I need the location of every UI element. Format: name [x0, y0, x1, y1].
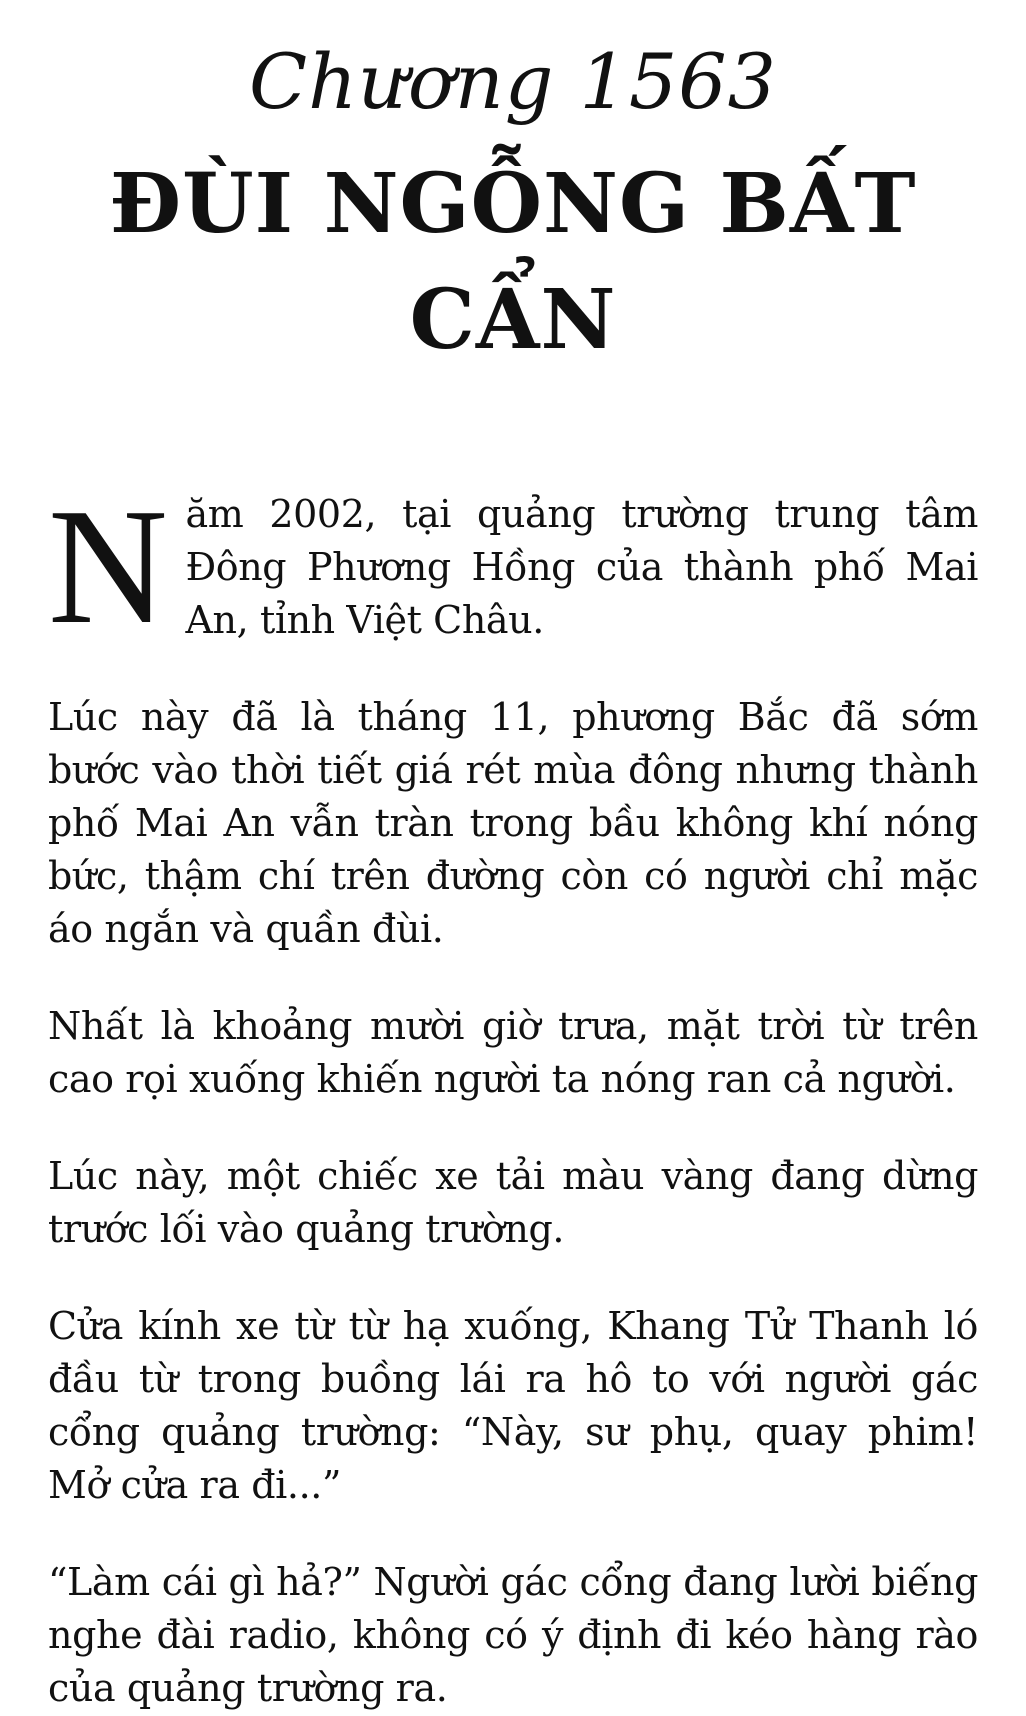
paragraph-4: Lúc này, một chiếc xe tải màu vàng đang dừng trước lối vào quảng trường. — [48, 1154, 978, 1251]
paragraph-2: Lúc này đã là tháng 11, phương Bắc đã sớm bước vào thời tiết giá rét mùa đông nhưng thành phố Mai An vẫn tràn trong bầu không khí nóng bức, thậm chí trên đường còn có người chỉ mặc áo ngắn và quần đùi. — [48, 695, 978, 951]
paragraph-1-text: ăm 2002, tại quảng trường trung tâm Đông Phương Hồng của thành phố Mai An, tỉnh Việt Châu. — [185, 492, 978, 642]
paragraph-3: Nhất là khoảng mười giờ trưa, mặt trời từ trên cao rọi xuống khiến người ta nóng ran cả người. — [48, 1004, 978, 1101]
paragraph-5: Cửa kính xe từ từ hạ xuống, Khang Tử Thanh ló đầu từ trong buồng lái ra hô to với người gác cổng quảng trường: “Này, sư phụ, quay phim! Mở cửa ra đi...” — [48, 1304, 978, 1507]
drop-cap: N — [48, 488, 168, 647]
chapter-number: Chương 1563 — [249, 37, 777, 126]
paragraph-1 — [48, 488, 978, 647]
paragraph-6: “Làm cái gì hả?” Người gác cổng đang lười biếng nghe đài radio, không có ý định đi kéo hàng rào của quảng trường ra. — [48, 1560, 978, 1710]
chapter-title: ĐÙI NGỖNG BẤT CẨN — [109, 156, 917, 368]
chapter-body — [48, 488, 978, 1715]
